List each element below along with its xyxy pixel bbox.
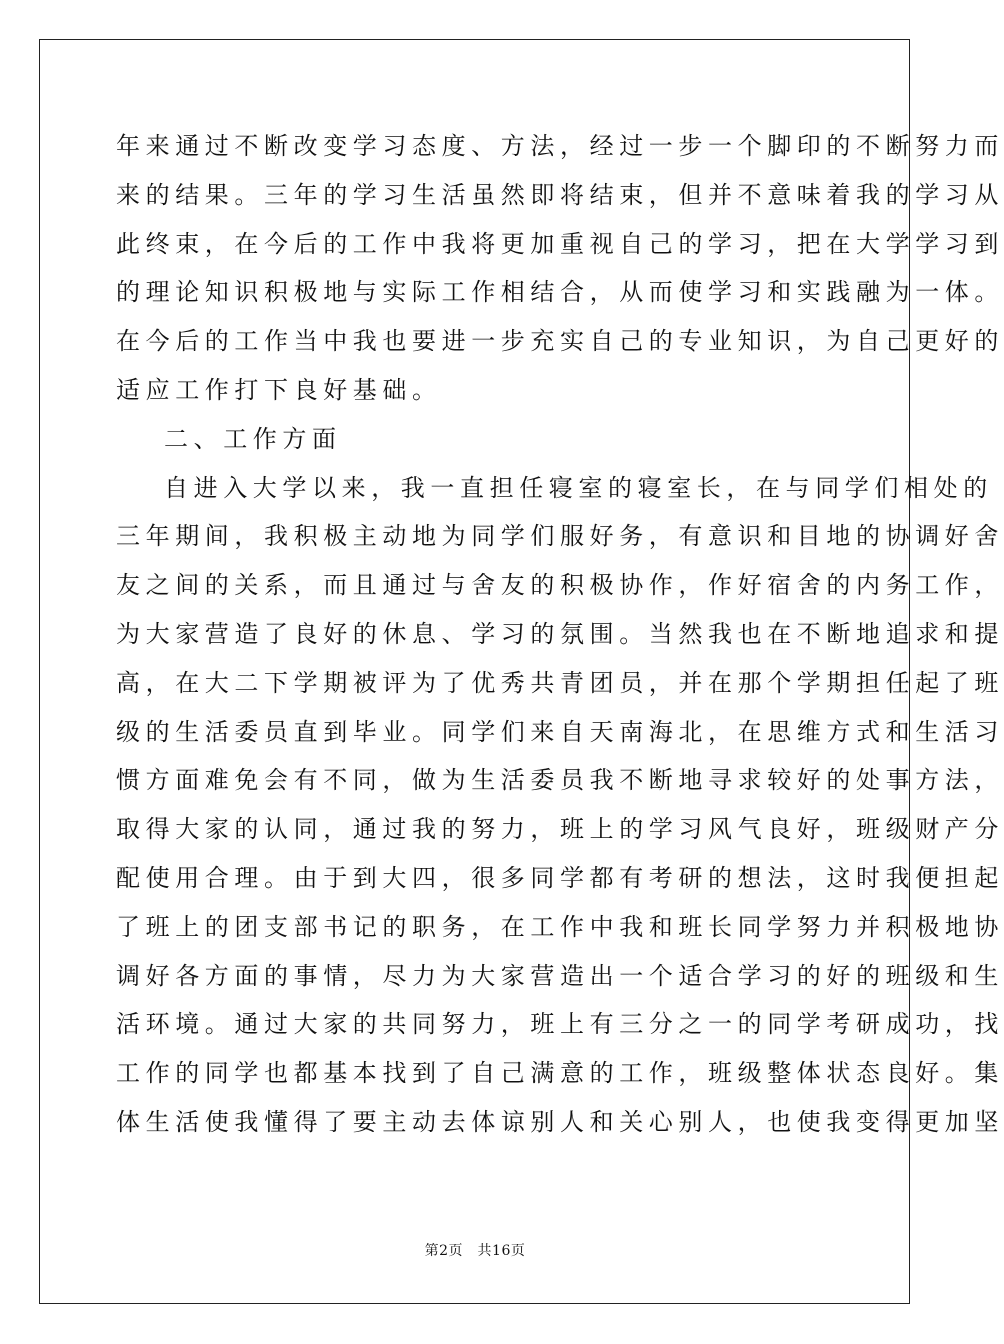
text-line: 体生活使我懂得了要主动去体谅别人和关心别人，也使我变得更加坚	[116, 1107, 1004, 1136]
text-line: 工作的同学也都基本找到了自己满意的工作，班级整体状态良好。集	[116, 1059, 1004, 1088]
text-line: 此终束，在今后的工作中我将更加重视自己的学习，把在大学学习到	[116, 229, 1004, 258]
text-line: 为大家营造了良好的休息、学习的氛围。当然我也在不断地追求和提	[116, 619, 1004, 648]
text-line: 取得大家的认同，通过我的努力，班上的学习风气良好，班级财产分	[116, 815, 1004, 844]
text-line: 活环境。通过大家的共同努力，班上有三分之一的同学考研成功，找	[116, 1010, 1004, 1039]
text-line: 的理论知识积极地与实际工作相结合，从而使学习和实践融为一体。	[116, 278, 1004, 307]
paragraph-first-line: 自进入大学以来，我一直担任寝室的寝室长，在与同学们相处的	[164, 473, 993, 502]
section-heading: 二、工作方面	[164, 424, 342, 453]
text-line: 在今后的工作当中我也要进一步充实自己的专业知识，为自己更好的	[116, 327, 1004, 356]
text-line: 调好各方面的事情，尽力为大家营造出一个适合学习的好的班级和生	[116, 961, 1004, 990]
text-line: 年来通过不断改变学习态度、方法，经过一步一个脚印的不断努力而	[116, 132, 1004, 160]
text-line: 了班上的团支部书记的职务，在工作中我和班长同学努力并积极地协	[116, 912, 1004, 941]
text-line: 三年期间，我积极主动地为同学们服好务，有意识和目地的协调好舍	[116, 522, 1004, 551]
page-number-footer: 第2页 共16页	[424, 1243, 526, 1259]
text-line: 惯方面难免会有不同，做为生活委员我不断地寻求较好的处事方法，	[116, 766, 1004, 795]
text-line: 配使用合理。由于到大四，很多同学都有考研的想法，这时我便担起	[116, 863, 1004, 892]
text-line: 友之间的关系，而且通过与舍友的积极协作，作好宿舍的内务工作，	[116, 571, 1004, 600]
document-body	[116, 122, 1004, 1147]
text-line: 适应工作打下良好基础。	[116, 375, 442, 404]
text-line: 级的生活委员直到毕业。同学们来自天南海北，在思维方式和生活习	[116, 717, 1004, 746]
text-line: 高，在大二下学期被评为了优秀共青团员，并在那个学期担任起了班	[116, 668, 1004, 697]
text-line: 来的结果。三年的学习生活虽然即将结束，但并不意味着我的学习从	[116, 180, 1004, 209]
